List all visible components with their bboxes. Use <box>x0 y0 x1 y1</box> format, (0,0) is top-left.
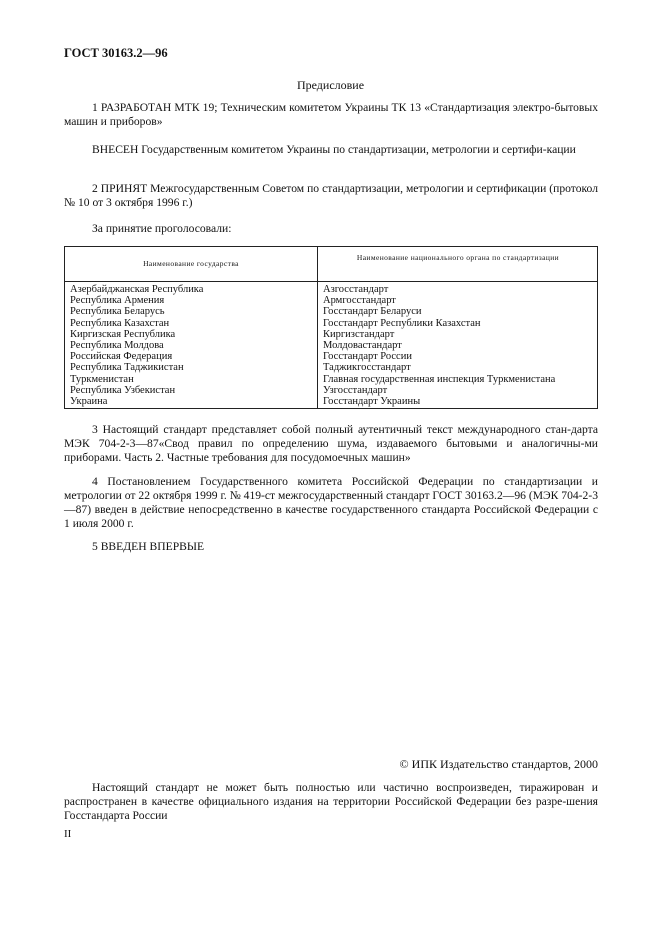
table-cell-state: Киргизская Республика <box>70 328 176 340</box>
table-cell-state: Республика Таджикистан <box>70 362 184 374</box>
table-cell-body: Госстандарт Республики Казахстан <box>323 317 481 329</box>
paragraph-adopted: 2 ПРИНЯТ Межгосударственным Советом по стандартизации, метрологии и сертификации (протокол № 10 от 3 октября 1996 г.) <box>64 182 598 209</box>
table-cell-body: Азгосстандарт <box>323 284 389 295</box>
table-cell-body: Таджикгосстандарт <box>323 362 411 374</box>
paragraph-developed: 1 РАЗРАБОТАН МТК 19; Техническим комитетом Украины ТК 13 «Стандартизация электро-бытовых машин и приборов» <box>64 101 598 128</box>
table-cell-state: Республика Беларусь <box>70 306 165 318</box>
table-header-national-body: Наименование национального органа по стандартизации <box>356 253 560 262</box>
table-cell-state: Республика Армения <box>70 295 165 307</box>
table-header-divider <box>65 281 597 282</box>
table-cell-body: Киргизстандарт <box>323 328 395 340</box>
table-cell-body: Госстандарт России <box>323 351 412 363</box>
table-cell-state: Туркменистан <box>70 373 134 385</box>
reproduction-notice: Настоящий стандарт не может быть полностью или частично воспроизведен, тиражирован и распространен в качестве официального издания на территории Российской Федерации без разре-шения Госстандарта России <box>64 781 598 822</box>
table-column-divider <box>317 247 318 408</box>
table-cell-body: Молдовастандарт <box>323 340 402 352</box>
table-cell-state: Республика Молдова <box>70 340 164 352</box>
table-cell-state: Азербайджанская Республика <box>70 284 204 295</box>
table-cell-body: Главная государственная инспекция Туркменистана <box>323 373 556 385</box>
paragraph-voted: За принятие проголосовали: <box>92 222 232 235</box>
table-cell-body: Госстандарт Беларуси <box>323 306 422 318</box>
voting-table <box>64 246 598 409</box>
paragraph-introduced: ВНЕСЕН Государственным комитетом Украины по стандартизации, метрологии и сертифи-кации <box>92 143 576 156</box>
table-column-bodies <box>323 284 595 407</box>
copyright-line: © ИПК Издательство стандартов, 2000 <box>399 757 598 771</box>
table-cell-body: Армгосстандарт <box>323 295 396 307</box>
table-cell-state: Республика Казахстан <box>70 317 170 329</box>
table-header-state: Наименование государства <box>143 259 239 268</box>
table-cell-body: Узгосстандарт <box>323 384 388 396</box>
table-cell-state: Украина <box>70 396 108 408</box>
table-cell-state: Российская Федерация <box>70 351 173 363</box>
table-column-states <box>70 284 315 407</box>
page-number: II <box>64 828 72 840</box>
page-title: Предисловие <box>296 78 365 92</box>
table-cell-body: Госстандарт Украины <box>323 396 421 408</box>
paragraph-resolution: 4 Постановлением Государственного комитета Российской Федерации по стандартизации и метрологии от 22 октября 1999 г. № 419-ст межгосударственный стандарт ГОСТ 30163.2—96 (МЭК 704-2-3—87) введен в действие непосредственно в качестве государственного стандарта Российской Федерации с 1 июля 2000 г. <box>64 475 598 530</box>
paragraph-authentic-text: 3 Настоящий стандарт представляет собой полный аутентичный текст международного стан-дарта МЭК 704-2-3—87«Свод правил по определению шума, издаваемого бытовыми и аналогичны-ми приборами. Часть 2. Частные требования для посудомоечных машин» <box>64 423 598 464</box>
table-cell-state: Республика Узбекистан <box>70 384 176 396</box>
paragraph-introduced-first: 5 ВВЕДЕН ВПЕРВЫЕ <box>92 540 205 553</box>
document-code: ГОСТ 30163.2—96 <box>64 46 168 60</box>
